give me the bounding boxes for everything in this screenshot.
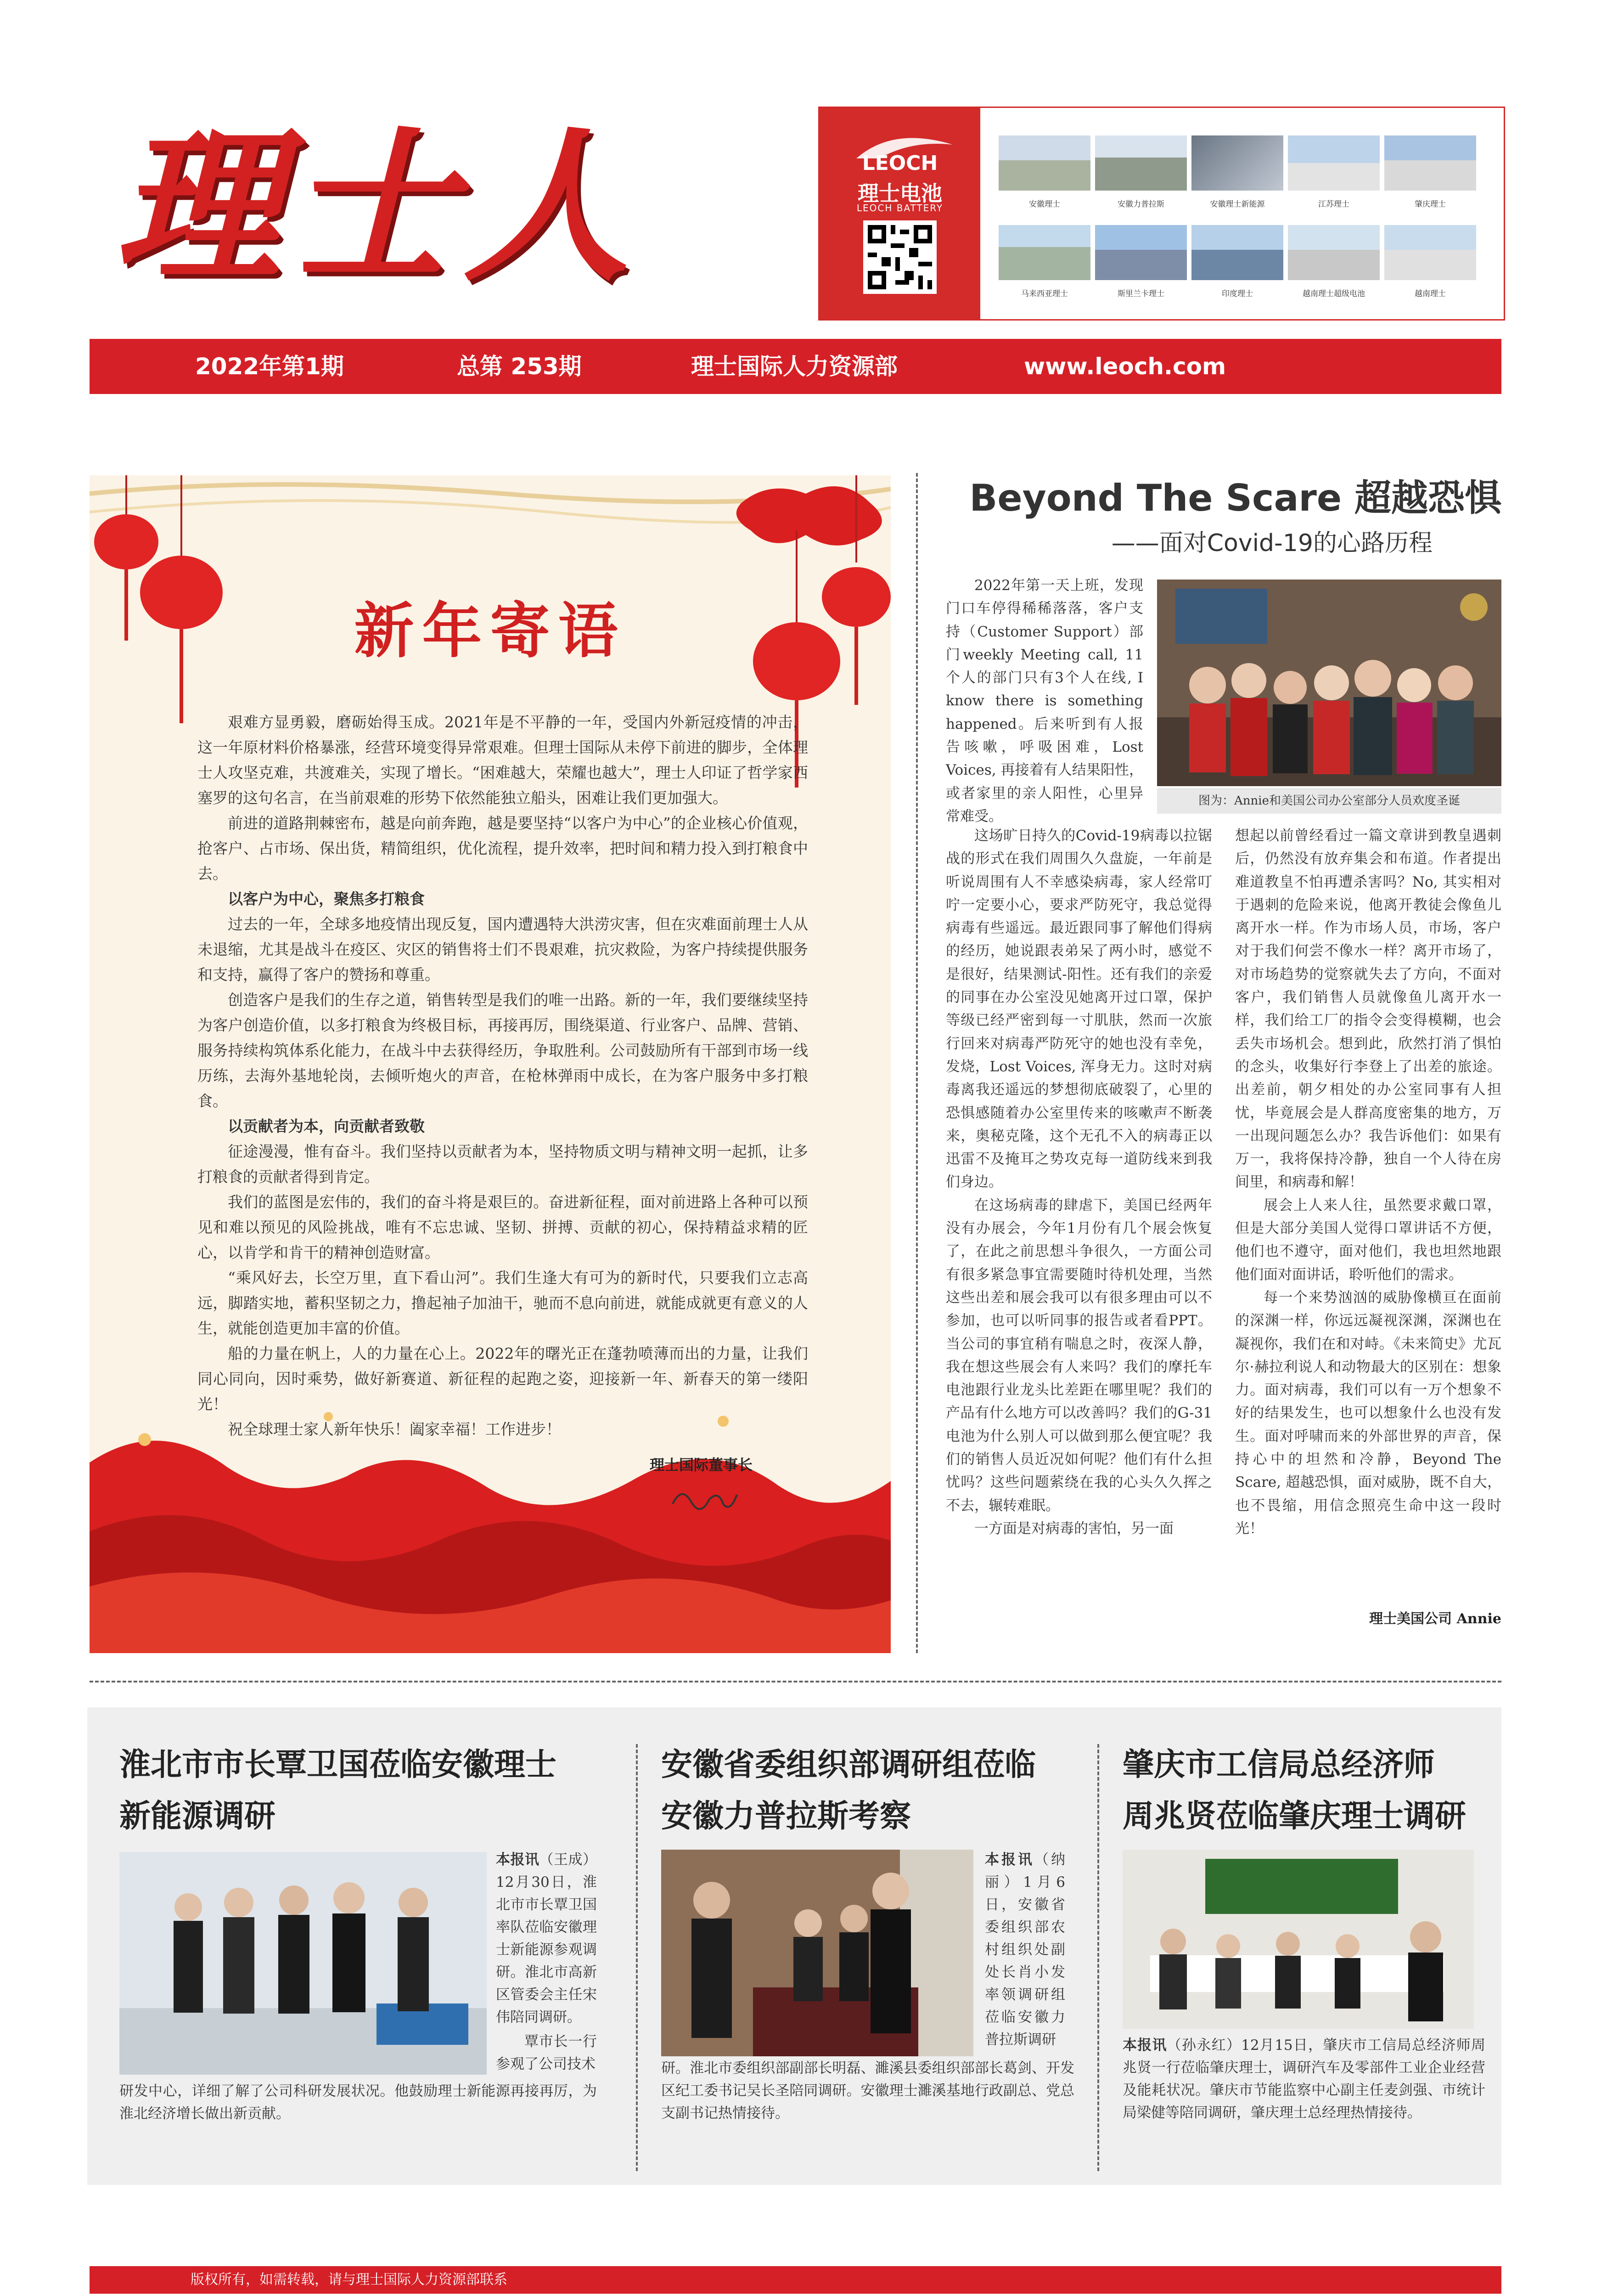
factory-caption: 越南理士超级电池 bbox=[1303, 289, 1365, 298]
news-photo-1 bbox=[119, 1852, 487, 2075]
new-year-greeting bbox=[90, 475, 891, 1653]
factory-photo bbox=[1384, 225, 1476, 280]
greeting-paragraph: 祝全球理士家人新年快乐！阖家幸福！工作进步！ bbox=[228, 1420, 561, 1438]
news-title-2 bbox=[661, 1739, 1074, 1842]
issue-department: 理士国际人力资源部 bbox=[691, 353, 898, 380]
qr-code-icon bbox=[863, 220, 937, 294]
advert-brand-sub: LEOCH BATTERY bbox=[856, 203, 944, 214]
greeting-subheading: 以贡献者为本，向贡献者致敬 bbox=[228, 1117, 425, 1135]
news-divider bbox=[1097, 1744, 1099, 2171]
feature-paragraph: 展会上人来人往，虽然要求戴口罩，但是大部分美国人觉得口罩讲话不方便，他们也不遵守，面对他们，我也坦然地跟他们面对面讲话，聆听他们的需求。 bbox=[1235, 1197, 1501, 1283]
news-text-1-side bbox=[496, 1849, 597, 2076]
copyright-notice: 版权所有，如需转载，请与理士国际人力资源部联系 bbox=[191, 2272, 507, 2288]
factory-photo bbox=[1384, 135, 1476, 191]
factory-caption: 马来西亚理士 bbox=[1021, 289, 1068, 298]
factory-caption: 斯里兰卡理士 bbox=[1118, 289, 1164, 298]
greeting-body bbox=[197, 709, 808, 1442]
feature-column-2 bbox=[1235, 824, 1501, 1540]
factory-caption: 江苏理士 bbox=[1318, 200, 1349, 209]
issue-total: 总第 253期 bbox=[457, 353, 582, 380]
factory-caption: 印度理士 bbox=[1222, 289, 1253, 298]
factory-caption: 安徽理士新能源 bbox=[1210, 200, 1265, 209]
masthead bbox=[115, 92, 781, 321]
factory-photo bbox=[1191, 135, 1283, 191]
news-title-line: 新能源调研 bbox=[119, 1798, 276, 1835]
issue-bar bbox=[90, 339, 1501, 394]
news-text-2-bottom: 研。淮北市委组织部副部长明磊、濉溪县委组织部部长葛剑、开发区纪工委书记吴长圣陪同调研。安徽理士濉溪基地行政副总、党总支副书记热情接待。 bbox=[661, 2060, 1074, 2122]
advert-brand-en: LEOCH bbox=[862, 152, 938, 172]
feature-subtitle: ——面对Covid-19的心路历程 bbox=[1111, 529, 1433, 557]
news-text-2-side bbox=[985, 1849, 1065, 2051]
news-lead: 本报讯 bbox=[496, 1851, 539, 1868]
website-link[interactable]: www.leoch.com bbox=[1024, 353, 1226, 380]
factory-photo bbox=[1288, 135, 1380, 191]
feature-paragraph: 一方面是对病毒的害怕，另一面 bbox=[974, 1520, 1174, 1537]
news-title-line: 安徽省委组织部调研组莅临 bbox=[661, 1747, 1036, 1783]
greeting-paragraph: 前进的道路荆棘密布，越是向前奔跑，越是要坚持“以客户为中心”的企业核心价值观，抢客户、占市场、保出货，精简组织，优化流程，提升效率，把时间和精力投入到打粮食中去。 bbox=[197, 814, 808, 883]
feature-paragraph: 在这场病毒的肆虐下，美国已经两年没有办展会，今年1月份有几个展会恢复了，在此之前思想斗争很久，一方面公司有很多紧急事宜需要随时待机处理，当然这些出差和展会我可以有很多理由可以不参加，也可以听同事的报告或者看PPT。当公司的事宜稍有喘息之时，夜深人静，我在想这些展会有人来吗？我们的摩托车电池跟行业龙头比差距在哪里呢？我们的产品有什么地方可以改善吗？我们的G-31电池为什么别人可以做到那么便宜呢？我们的销售人员近况如何呢？他们有什么担忧吗？这些问题萦绕在我的心头久久挥之不去，辗转难眠。 bbox=[946, 1197, 1212, 1514]
news-body: （孙永红）12月15日，肇庆市工信局总经济师周兆贤一行莅临肇庆理士，调研汽车及零部件工业企业经营及能耗状况。肇庆市节能监察中心副主任麦剑强、市统计局梁健等陪同调研，肇庆理士总经理热情接待。 bbox=[1123, 2037, 1485, 2121]
factory-photo bbox=[1288, 225, 1380, 280]
greeting-subheading: 以客户为中心，聚焦多打粮食 bbox=[228, 890, 425, 908]
feature-title: Beyond The Scare 超越恐惧 bbox=[969, 477, 1501, 519]
news-divider bbox=[636, 1744, 638, 2171]
factory-photo bbox=[1095, 225, 1187, 280]
factory-photo bbox=[1095, 135, 1187, 191]
section-divider bbox=[90, 1681, 1501, 1683]
news-title-line: 淮北市市长覃卫国莅临安徽理士 bbox=[119, 1747, 557, 1783]
news-title-line: 周兆贤莅临肇庆理士调研 bbox=[1123, 1798, 1467, 1835]
news-photo-2 bbox=[661, 1850, 973, 2056]
factory-photo bbox=[999, 225, 1090, 280]
leoch-logo-icon bbox=[838, 131, 962, 172]
handwritten-signature-icon bbox=[668, 1481, 742, 1518]
column-divider bbox=[916, 473, 918, 1653]
greeting-paragraph: 征途漫漫，惟有奋斗。我们坚持以贡献者为本，坚持物质文明与精神文明一起抓，让多打粮食的贡献者得到肯定。 bbox=[197, 1142, 808, 1186]
feature-author: 理士美国公司 Annie bbox=[1369, 1611, 1501, 1627]
footer-bar bbox=[90, 2266, 1501, 2294]
news-text-1-bottom: 研发中心，详细了解了公司科研发展状况。他鼓励理士新能源再接再厉，为淮北经济增长做出新贡献。 bbox=[119, 2083, 597, 2122]
factory-photo bbox=[999, 135, 1090, 191]
factory-caption: 越南理士 bbox=[1415, 289, 1446, 298]
issue-number: 2022年第1期 bbox=[195, 353, 344, 380]
photo-caption: 图为：Annie和美国公司办公室部分人员欢度圣诞 bbox=[1157, 788, 1501, 814]
news-photo-3 bbox=[1123, 1850, 1474, 2029]
feature-column-intro bbox=[946, 574, 1143, 828]
news-title-1 bbox=[119, 1739, 597, 1842]
greeting-paragraph: 过去的一年，全球多地疫情出现反复，国内遭遇特大洪涝灾害，但在灾难面前理士人从未退缩，尤其是战斗在疫区、灾区的销售将士们不畏艰难，抗灾救险，为客户持续提供服务和支持，赢得了客户的赞扬和尊重。 bbox=[197, 915, 808, 984]
greeting-signature-title: 理士国际董事长 bbox=[650, 1456, 753, 1474]
news-title-3 bbox=[1123, 1739, 1490, 1842]
greeting-paragraph: 我们的蓝图是宏伟的，我们的奋斗将是艰巨的。奋进新征程，面对前进路上各种可以预见和难以预见的风险挑战，唯有不忘忠诚、坚韧、拼搏、贡献的初心，保持精益求精的匠心，以肯学和肯干的精神创造财富。 bbox=[197, 1193, 808, 1261]
advert-brand-cn: 理士电池 bbox=[858, 181, 942, 206]
company-advert bbox=[818, 107, 1505, 321]
news-lead: 本报讯 bbox=[1123, 2037, 1167, 2054]
factory-caption: 肇庆理士 bbox=[1415, 200, 1446, 209]
christmas-office-photo bbox=[1157, 580, 1501, 786]
feature-paragraph: 想起以前曾经看过一篇文章讲到教皇遇刺后，仍然没有放弃集会和布道。作者提出难道教皇不怕再遭杀害吗？No, 其实相对于遇刺的危险来说，他离开教徒会像鱼儿离开水一样。作为市场人员，市场，客户对于我们何尝不像水一样？离开市场了，对市场趋势的觉察就失去了方向，不面对客户，我们销售人员就像鱼儿离开水一样，我们给工厂的指令会变得模糊，也会丢失市场机会。想到此，欣然打消了惧怕的念头，收集好行李登上了出差的旅途。出差前，朝夕相处的办公室同事有人担忧，毕竟展会是人群高度密集的地方，万一出现问题怎么办？我告诉他们：如果有万一，我将保持冷静，独自一个人待在房间里，和病毒和解！ bbox=[1235, 827, 1501, 1191]
greeting-paragraph: 艰难方显勇毅，磨砺始得玉成。2021年是不平静的一年，受国内外新冠疫情的冲击，这一年原材料价格暴涨，经营环境变得异常艰难。但理士国际从未停下前进的脚步，全体理士人攻坚克难，共渡难关，实现了增长。“困难越大，荣耀也越大”，理士人印证了哲学家西塞罗的这句名言，在当前艰难的形势下依然能独立船头，困难让我们更加强大。 bbox=[197, 713, 808, 807]
feature-paragraph: 这场旷日持久的Covid-19病毒以拉锯战的形式在我们周围久久盘旋，一年前是听说周围有人不幸感染病毒，家人经常叮咛一定要小心，要求严防死守，我总觉得病毒有些遥远。最近跟同事了解他们得病的经历，她说跟表弟呆了两小时，感觉不是很好，结果测试-阳性。还有我们的亲爱的同事在办公室没见她离开过口罩，保护等级已经严密到每一寸肌肤，然而一次旅行回来对病毒严防死守的她也没有幸免，发烧，Lost Voices, 浑身无力。这时对病毒离我还遥远的梦想彻底破裂了，心里的恐惧感随着办公室里传来的咳嗽声不断袭来，奥秘克隆，这个无孔不入的病毒正以迅雷不及掩耳之势攻克每一道防线来到我们身边。 bbox=[946, 827, 1212, 1191]
greeting-paragraph: 创造客户是我们的生存之道，销售转型是我们的唯一出路。新的一年，我们要继续坚持为客户创造价值，以多打粮食为终极目标，再接再厉，围绕渠道、行业客户、品牌、营销、服务持续构筑体系化能力，在战斗中去获得经历，争取胜利。公司鼓励所有干部到市场一线历练，去海外基地轮岗，去倾听炮火的声音，在枪林弹雨中成长，在为客户服务中多打粮食。 bbox=[197, 991, 808, 1110]
factory-caption: 安徽力普拉斯 bbox=[1118, 200, 1164, 209]
greeting-paragraph: “乘风好去，长空万里，直下看山河”。我们生逢大有可为的新时代，只要我们立志高远，脚踏实地，蓄积坚韧之力，撸起袖子加油干，驰而不息向前进，就能成就更有意义的人生，就能创造更加丰富的价值。 bbox=[197, 1269, 808, 1337]
greeting-paragraph: 船的力量在帆上，人的力量在心上。2022年的曙光正在蓬勃喷薄而出的力量，让我们同心同向，因时乘势，做好新赛道、新征程的起跑之姿，迎接新一年、新春天的第一缕阳光！ bbox=[197, 1345, 808, 1413]
masthead-title: 理士人 bbox=[115, 109, 638, 304]
news-body: （王成）12月30日，淮北市市长覃卫国率队莅临安徽理士新能源参观调研。淮北市高新区管委会主任宋伟陪同调研。 bbox=[496, 1851, 597, 2026]
feature-column-1 bbox=[946, 824, 1212, 1540]
advert-brand-panel bbox=[820, 108, 980, 319]
news-text-3 bbox=[1123, 2034, 1485, 2124]
news-body: （纳丽）1月6日，安徽省委组织部农村组织处副处长肖小发率领调研组莅临安徽力普拉斯调研 bbox=[985, 1851, 1065, 2048]
factory-caption: 安徽理士 bbox=[1029, 200, 1060, 209]
news-title-line: 肇庆市工信局总经济师 bbox=[1123, 1747, 1435, 1783]
news-body: 覃市长一行参观了公司技术 bbox=[496, 2033, 597, 2072]
news-band bbox=[87, 1707, 1501, 2185]
feature-paragraph: 2022年第一天上班，发现门口车停得稀稀落落，客户支持（Customer Support）部门weekly Meeting call, 11 个人的部门只有3个人在线, I know there is something happened。后来听到有人报告咳嗽，呼吸困难，Lost Voices, 再接着有人结果阳性，或者家里的亲人阳性，心里异常难受。 bbox=[946, 577, 1143, 825]
news-lead: 本报讯 bbox=[985, 1851, 1034, 1868]
factory-photo bbox=[1191, 225, 1283, 280]
news-title-line: 安徽力普拉斯考察 bbox=[661, 1798, 911, 1835]
greeting-title: 新年寄语 bbox=[354, 596, 626, 666]
feature-paragraph: 每一个来势汹汹的威胁像横亘在面前的深渊一样，你远远凝视深渊，深渊也在凝视你，我们在和对峙。《未来简史》尤瓦尔·赫拉利说人和动物最大的区别在：想象力。面对病毒，我们可以有一万个想象不好的结果发生，也可以想象什么也没有发生。面对呼啸而来的外部世界的声音，保持心中的坦然和冷静，Beyond The Scare, 超越恐惧，面对威胁，既不自大，也不畏缩，用信念照亮生命中这一段时光！ bbox=[1235, 1289, 1501, 1537]
